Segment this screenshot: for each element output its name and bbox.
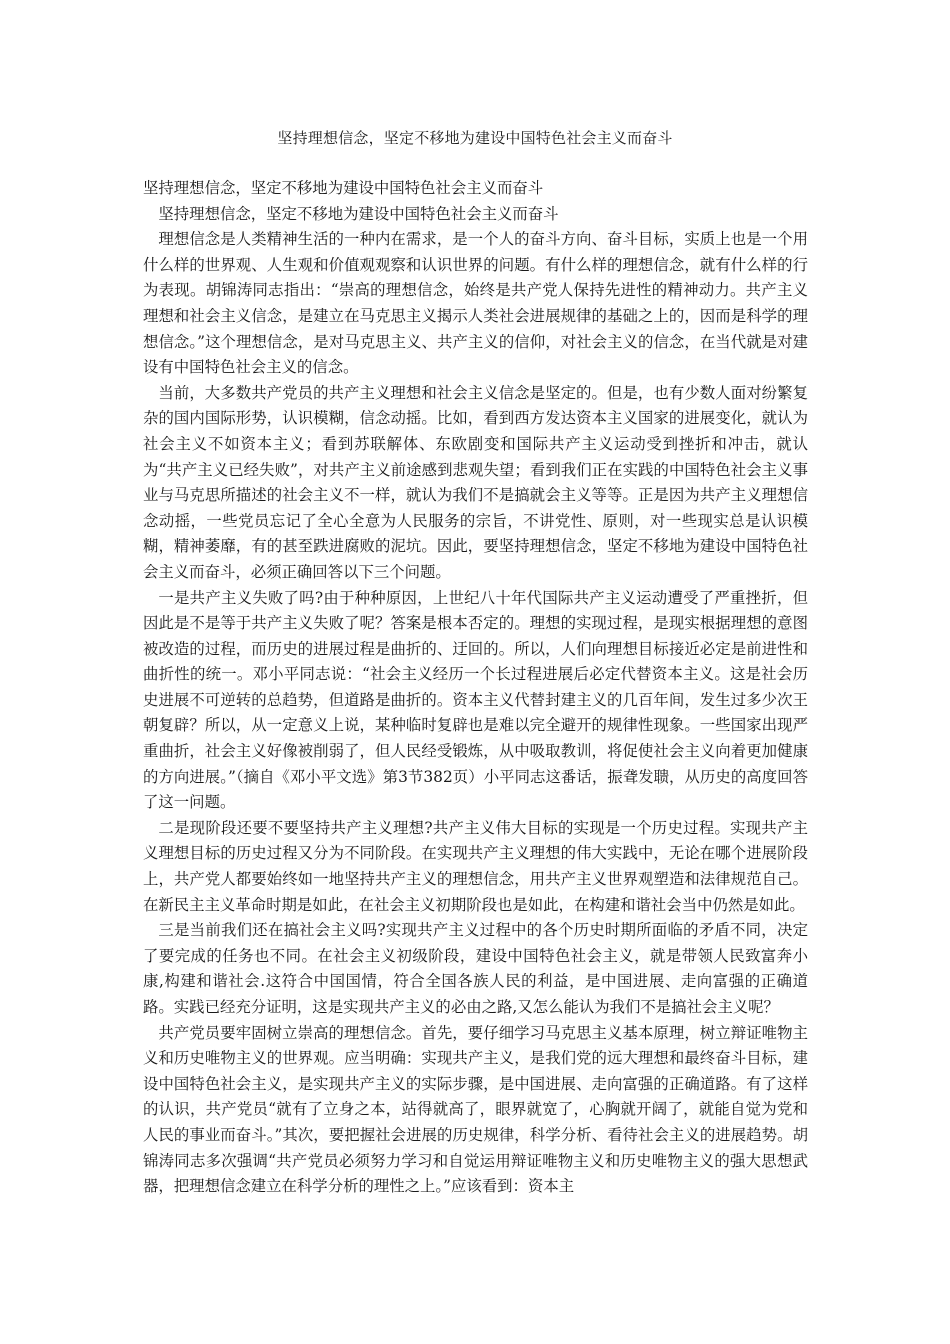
paragraph: 一是共产主义失败了吗?由于种种原因，上世纪八十年代国际共产主义运动遭受了严重挫折，但因此是不是等于共产主义失败了呢？答案是根本否定的。理想的实现过程，是现实根据理想的意图被改造的过程，而历史的进展过程是曲折的、迂回的。所以，人们向理想目标接近必定是前进性和曲折性的统一。邓小平同志说：“社会主义经历一个长过程进展后必定代替资本主义。这是社会历史进展不可逆转的总趋势，但道路是曲折的。资本主义代替封建主义的几百年间，发生过多少次王朝复辟？所以，从一定意义上说，某种临时复辟也是难以完全避开的规律性现象。一些国家出现严重曲折，社会主义好像被削弱了，但人民经受锻炼，从中吸取教训，将促使社会主义向着更加健康的方向进展。”（摘自《邓小平文选》第3节382页）小平同志这番话，振聋发聩，从历史的高度回答了这一问题。 <box>143 588 808 812</box>
subheading: 坚持理想信念，坚定不移地为建设中国特色社会主义而奋斗 <box>158 204 559 223</box>
paragraph: 三是当前我们还在搞社会主义吗?实现共产主义过程中的各个历史时期所面临的矛盾不同，决定了要完成的任务也不同。在社会主义初级阶段，建设中国特色社会主义，就是带领人民致富奔小康,构建和谐社会.这符合中国国情，符合全国各族人民的利益，是中国进展、走向富强的正确道路。实践已经充分证明，这是实现共产主义的必由之路,又怎么能认为我们不是搞社会主义呢？ <box>143 921 808 1016</box>
document-title: 坚持理想信念，坚定不移地为建设中国特色社会主义而奋斗 <box>277 129 673 147</box>
paragraph: 理想信念是人类精神生活的一种内在需求，是一个人的奋斗方向、奋斗目标，实质上也是一个用什么样的世界观、人生观和价值观观察和认识世界的问题。有什么样的理想信念，就有什么样的行为表现。胡锦涛同志指出：“崇高的理想信念，始终是共产党人保持先进性的精神动力。共产主义理想和社会主义信念，是建立在马克思主义揭示人类社会进展规律的基础之上的，因而是科学的理想信念。”这个理想信念，是对马克思主义、共产主义的信仰，对社会主义的信念，在当代就是对建设有中国特色社会主义的信念。 <box>143 230 808 377</box>
paragraph: 共产党员要牢固树立崇高的理想信念。首先，要仔细学习马克思主义基本原理，树立辩证唯物主义和历史唯物主义的世界观。应当明确：实现共产主义，是我们党的远大理想和最终奋斗目标，建设中国特色社会主义，是实现共产主义的实际步骤，是中国进展、走向富强的正确道路。有了这样的认识，共产党员“就有了立身之本，站得就高了，眼界就宽了，心胸就开阔了，就能自觉为党和人民的事业而奋斗。”其次，要把握社会进展的历史规律，科学分析、看待社会主义的进展趋势。胡锦涛同志多次强调“共产党员必须努力学习和自觉运用辩证唯物主义和历史唯物主义的强大思想武器，把理想信念建立在科学分析的理性之上。”应该看到：资本主 <box>143 1023 808 1196</box>
document-body <box>143 176 808 1200</box>
heading-repeat: 坚持理想信念，坚定不移地为建设中国特色社会主义而奋斗 <box>143 179 544 197</box>
paragraph: 二是现阶段还要不要坚持共产主义理想?共产主义伟大目标的实现是一个历史过程。实现共产主义理想目标的历史过程又分为不同阶段。在实现共产主义理想的伟大实践中，无论在哪个进展阶段上，共产党人都要始终如一地坚持共产主义的理想信念，用共产主义世界观塑造和法律规范自己。在新民主主义革命时期是如此，在社会主义初期阶段也是如此，在构建和谐社会当中仍然是如此。 <box>143 818 808 914</box>
paragraph: 当前，大多数共产党员的共产主义理想和社会主义信念是坚定的。但是，也有少数人面对纷繁复杂的国内国际形势，认识模糊，信念动摇。比如，看到西方发达资本主义国家的进展变化，就认为社会主义不如资本主义；看到苏联解体、东欧剧变和国际共产主义运动受到挫折和冲击，就认为“共产主义已经失败”，对共产主义前途感到悲观失望；看到我们正在实践的中国特色社会主义事业与马克思所描述的社会主义不一样，就认为我们不是搞就会主义等等。正是因为共产主义理想信念动摇，一些党员忘记了全心全意为人民服务的宗旨，不讲党性、原则，对一些现实总是认识模糊，精神萎靡，有的甚至跌进腐败的泥坑。因此，要坚持理想信念，坚定不移地为建设中国特色社会主义而奋斗，必须正确回答以下三个问题。 <box>143 383 808 581</box>
